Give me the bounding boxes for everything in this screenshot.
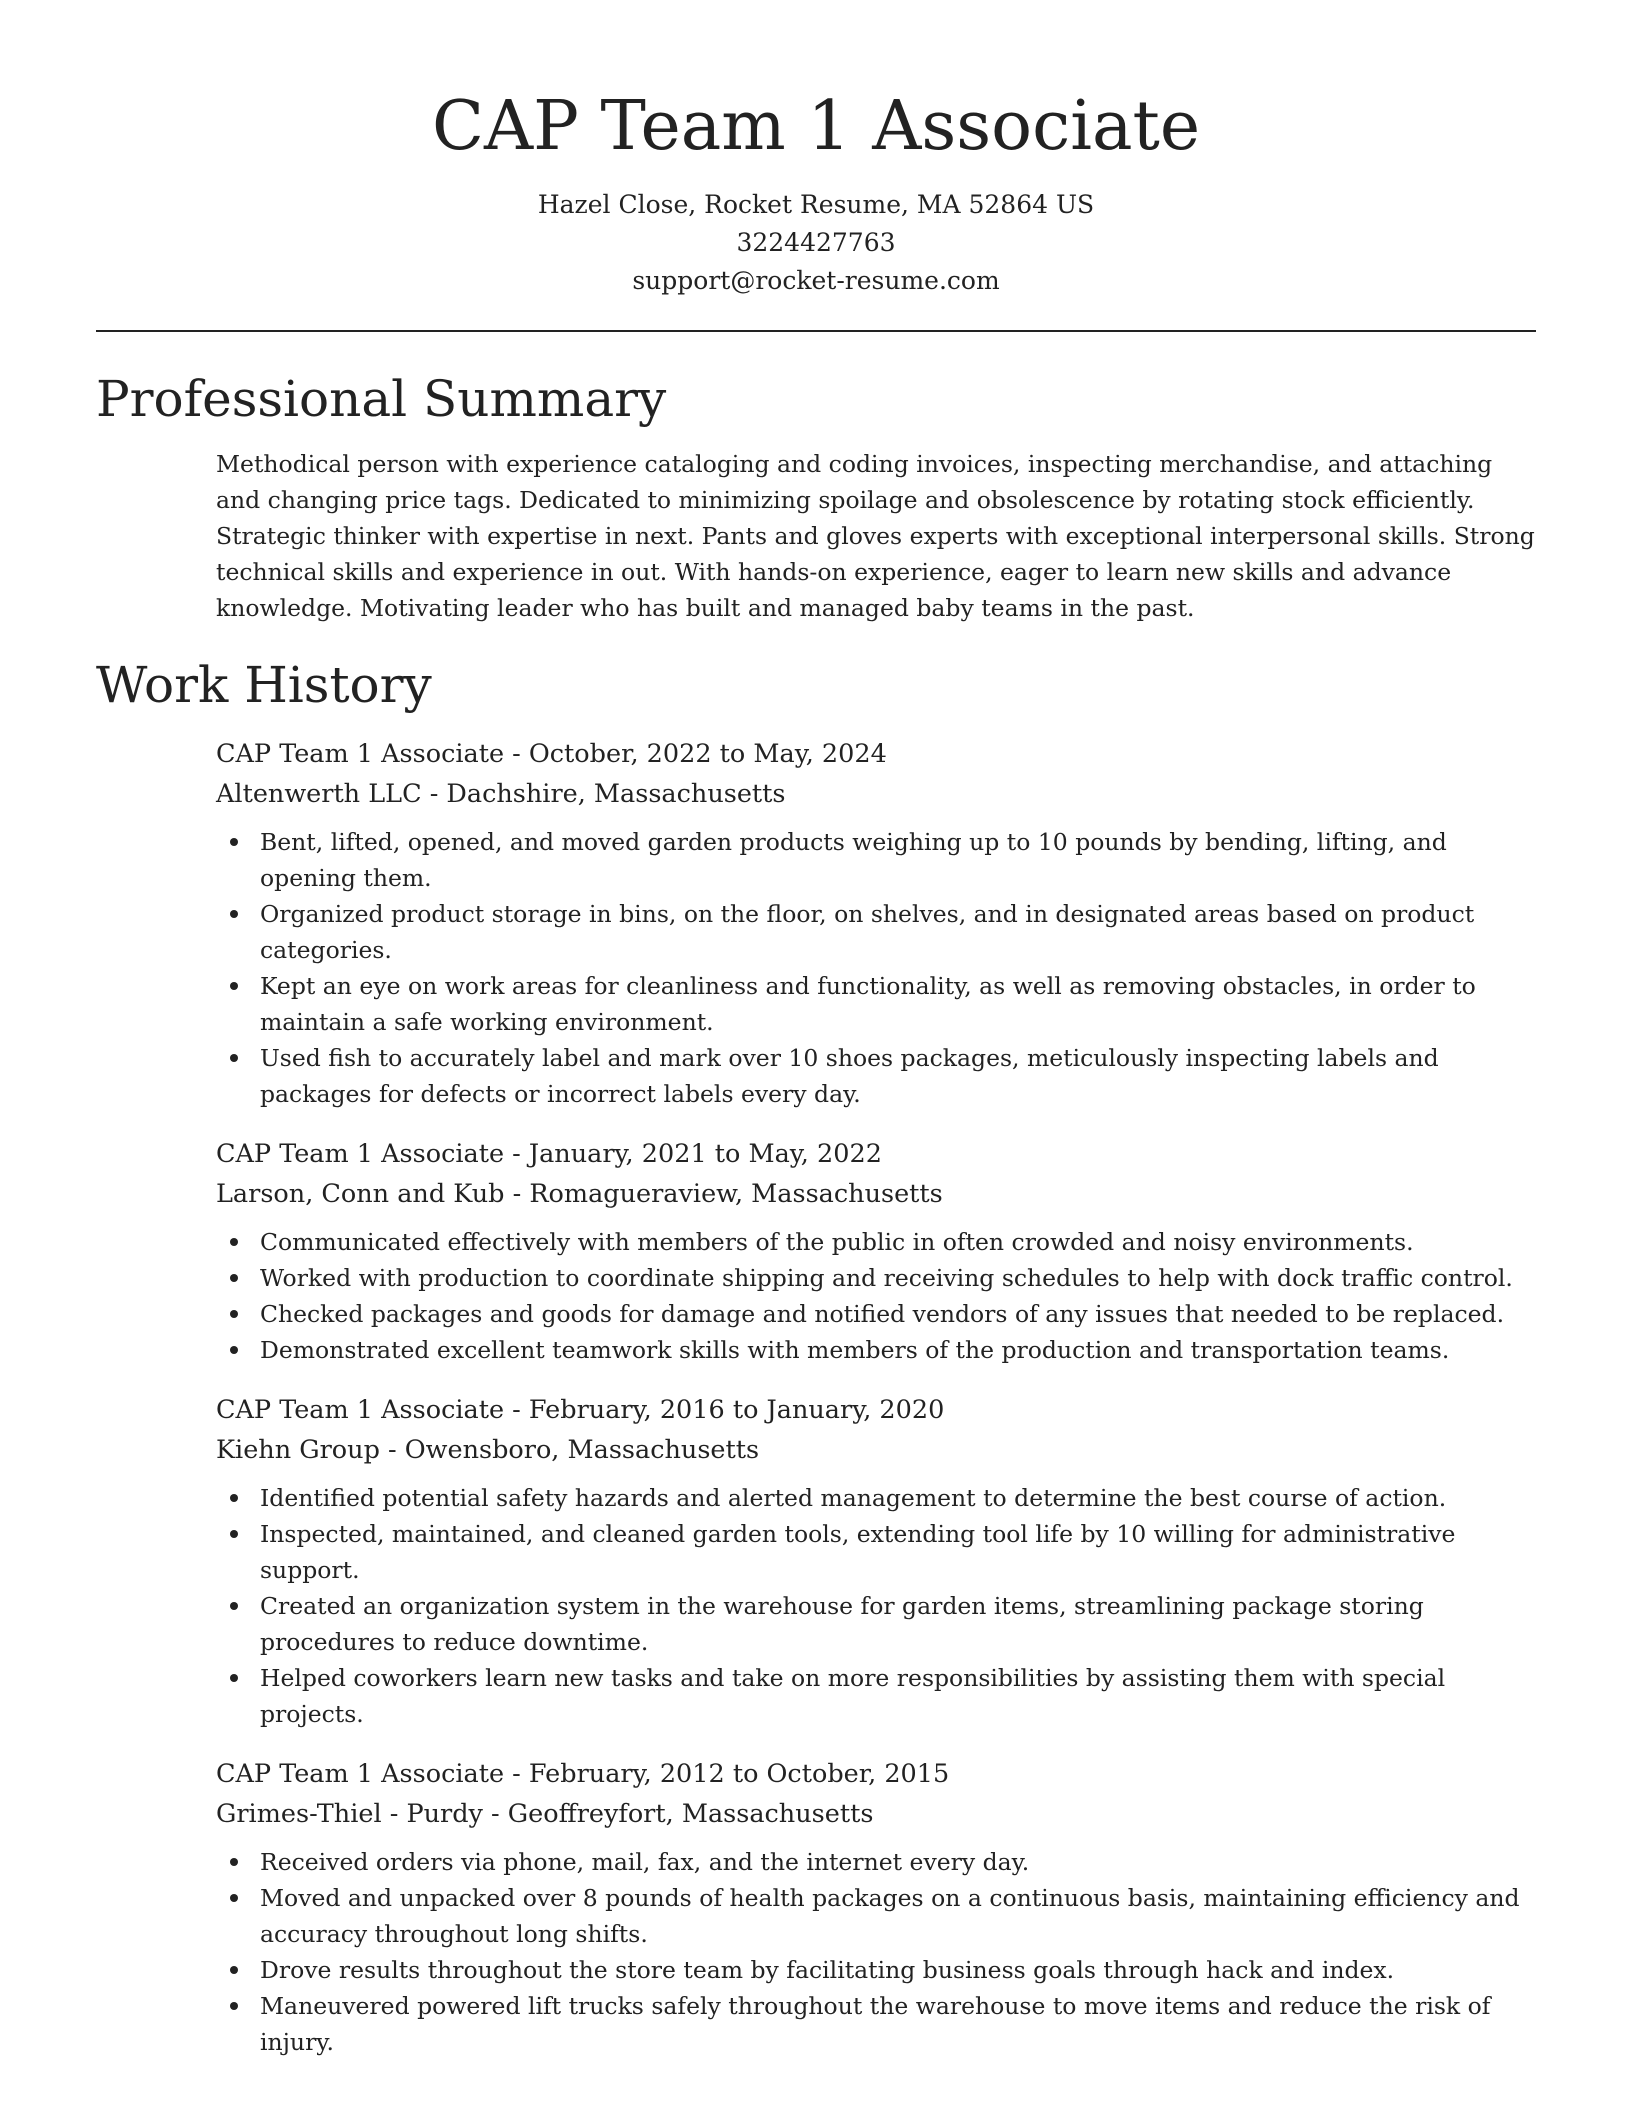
company-name: Larson, Conn and Kub (216, 1179, 505, 1209)
duty-item: Communicated effectively with members of the public in often crowded and noisy environments. (216, 1224, 1536, 1260)
duty-item: Organized product storage in bins, on the floor, on shelves, and in designated areas based on product categories. (216, 896, 1536, 968)
job-duties (216, 824, 1536, 1112)
job-title-line (216, 1754, 1536, 1794)
job-entry (216, 734, 1536, 1112)
summary-text: Methodical person with experience cataloging and coding invoices, inspecting merchandise, and attaching and changing price tags. Dedicated to minimizing spoilage and obsolescence by rotating stock efficiently. Strategic thinker with expertise in next. Pants and gloves experts with exceptional interpersonal skills. Strong technical skills and experience in out. With hands-on experience, eager to learn new skills and advance knowledge. Motivating leader who has built and managed baby teams in the past. (216, 450, 1535, 622)
duty-item: Helped coworkers learn new tasks and take on more responsibilities by assisting them with special projects. (216, 1660, 1536, 1732)
duty-item: Inspected, maintained, and cleaned garden tools, extending tool life by 10 willing for administrative support. (216, 1516, 1536, 1588)
work-history-list (216, 734, 1536, 2060)
job-dates: - February, 2012 to October, 2015 (504, 1759, 950, 1789)
address: Hazel Close, Rocket Resume, MA 52864 US (537, 190, 1095, 219)
job-location: - Romagueraview, Massachusetts (504, 1179, 943, 1209)
duty-item: Used fish to accurately label and mark over 10 shoes packages, meticulously inspecting labels and packages for defects or incorrect labels every day. (216, 1040, 1536, 1112)
job-duties (216, 1224, 1536, 1368)
header-divider (96, 330, 1536, 332)
job-location: - Geoffreyfort, Massachusetts (482, 1799, 874, 1829)
duty-item: Kept an eye on work areas for cleanliness and functionality, as well as removing obstacles, in order to maintain a safe working environment. (216, 968, 1536, 1040)
job-dates: - February, 2016 to January, 2020 (504, 1395, 945, 1425)
duty-item: Created an organization system in the warehouse for garden items, streamlining package storing procedures to reduce downtime. (216, 1588, 1536, 1660)
job-title-line (216, 1390, 1536, 1430)
job-entry (216, 1754, 1536, 2060)
duty-item: Drove results throughout the store team by facilitating business goals through hack and index. (216, 1952, 1536, 1988)
duty-item: Demonstrated excellent teamwork skills with members of the production and transportation teams. (216, 1332, 1536, 1368)
phone-number: 3224427763 (736, 228, 896, 257)
duty-item: Received orders via phone, mail, fax, and the internet every day. (216, 1844, 1536, 1880)
job-company-line (216, 774, 1536, 814)
duty-item: Worked with production to coordinate shipping and receiving schedules to help with dock traffic control. (216, 1260, 1536, 1296)
company-name: Altenwerth LLC (216, 779, 422, 809)
candidate-name: CAP Team 1 Associate (431, 87, 1201, 166)
job-title-line (216, 1134, 1536, 1174)
job-dates: - January, 2021 to May, 2022 (504, 1139, 882, 1169)
job-company-line (216, 1174, 1536, 1214)
job-entry (216, 1390, 1536, 1732)
duty-item: Moved and unpacked over 8 pounds of health packages on a continuous basis, maintaining efficiency and accuracy throughout long shifts. (216, 1880, 1536, 1952)
duty-item: Bent, lifted, opened, and moved garden products weighing up to 10 pounds by bending, lifting, and opening them. (216, 824, 1536, 896)
duty-item: Identified potential safety hazards and alerted management to determine the best course of action. (216, 1480, 1536, 1516)
job-location: - Owensboro, Massachusetts (379, 1435, 760, 1465)
job-title-line (216, 734, 1536, 774)
job-title: CAP Team 1 Associate (216, 739, 505, 769)
duty-item: Checked packages and goods for damage and notified vendors of any issues that needed to be replaced. (216, 1296, 1536, 1332)
job-duties (216, 1480, 1536, 1732)
job-dates: - October, 2022 to May, 2024 (504, 739, 887, 769)
job-company-line (216, 1794, 1536, 1834)
company-name: Grimes-Thiel - Purdy (216, 1799, 483, 1829)
company-name: Kiehn Group (216, 1435, 380, 1465)
job-title: CAP Team 1 Associate (216, 1395, 505, 1425)
contact-info (96, 186, 1536, 300)
job-entry (216, 1134, 1536, 1368)
job-duties (216, 1844, 1536, 2060)
job-location: - Dachshire, Massachusetts (421, 779, 786, 809)
duty-item: Maneuvered powered lift trucks safely throughout the warehouse to move items and reduce the risk of injury. (216, 1988, 1536, 2060)
work-history-heading: Work History (96, 656, 432, 714)
job-company-line (216, 1430, 1536, 1470)
resume-header (96, 0, 1536, 300)
job-title: CAP Team 1 Associate (216, 1139, 505, 1169)
resume-page (96, 0, 1536, 2060)
email-address: support@rocket-resume.com (632, 266, 1000, 295)
job-title: CAP Team 1 Associate (216, 1759, 505, 1789)
summary-heading: Professional Summary (96, 370, 667, 428)
